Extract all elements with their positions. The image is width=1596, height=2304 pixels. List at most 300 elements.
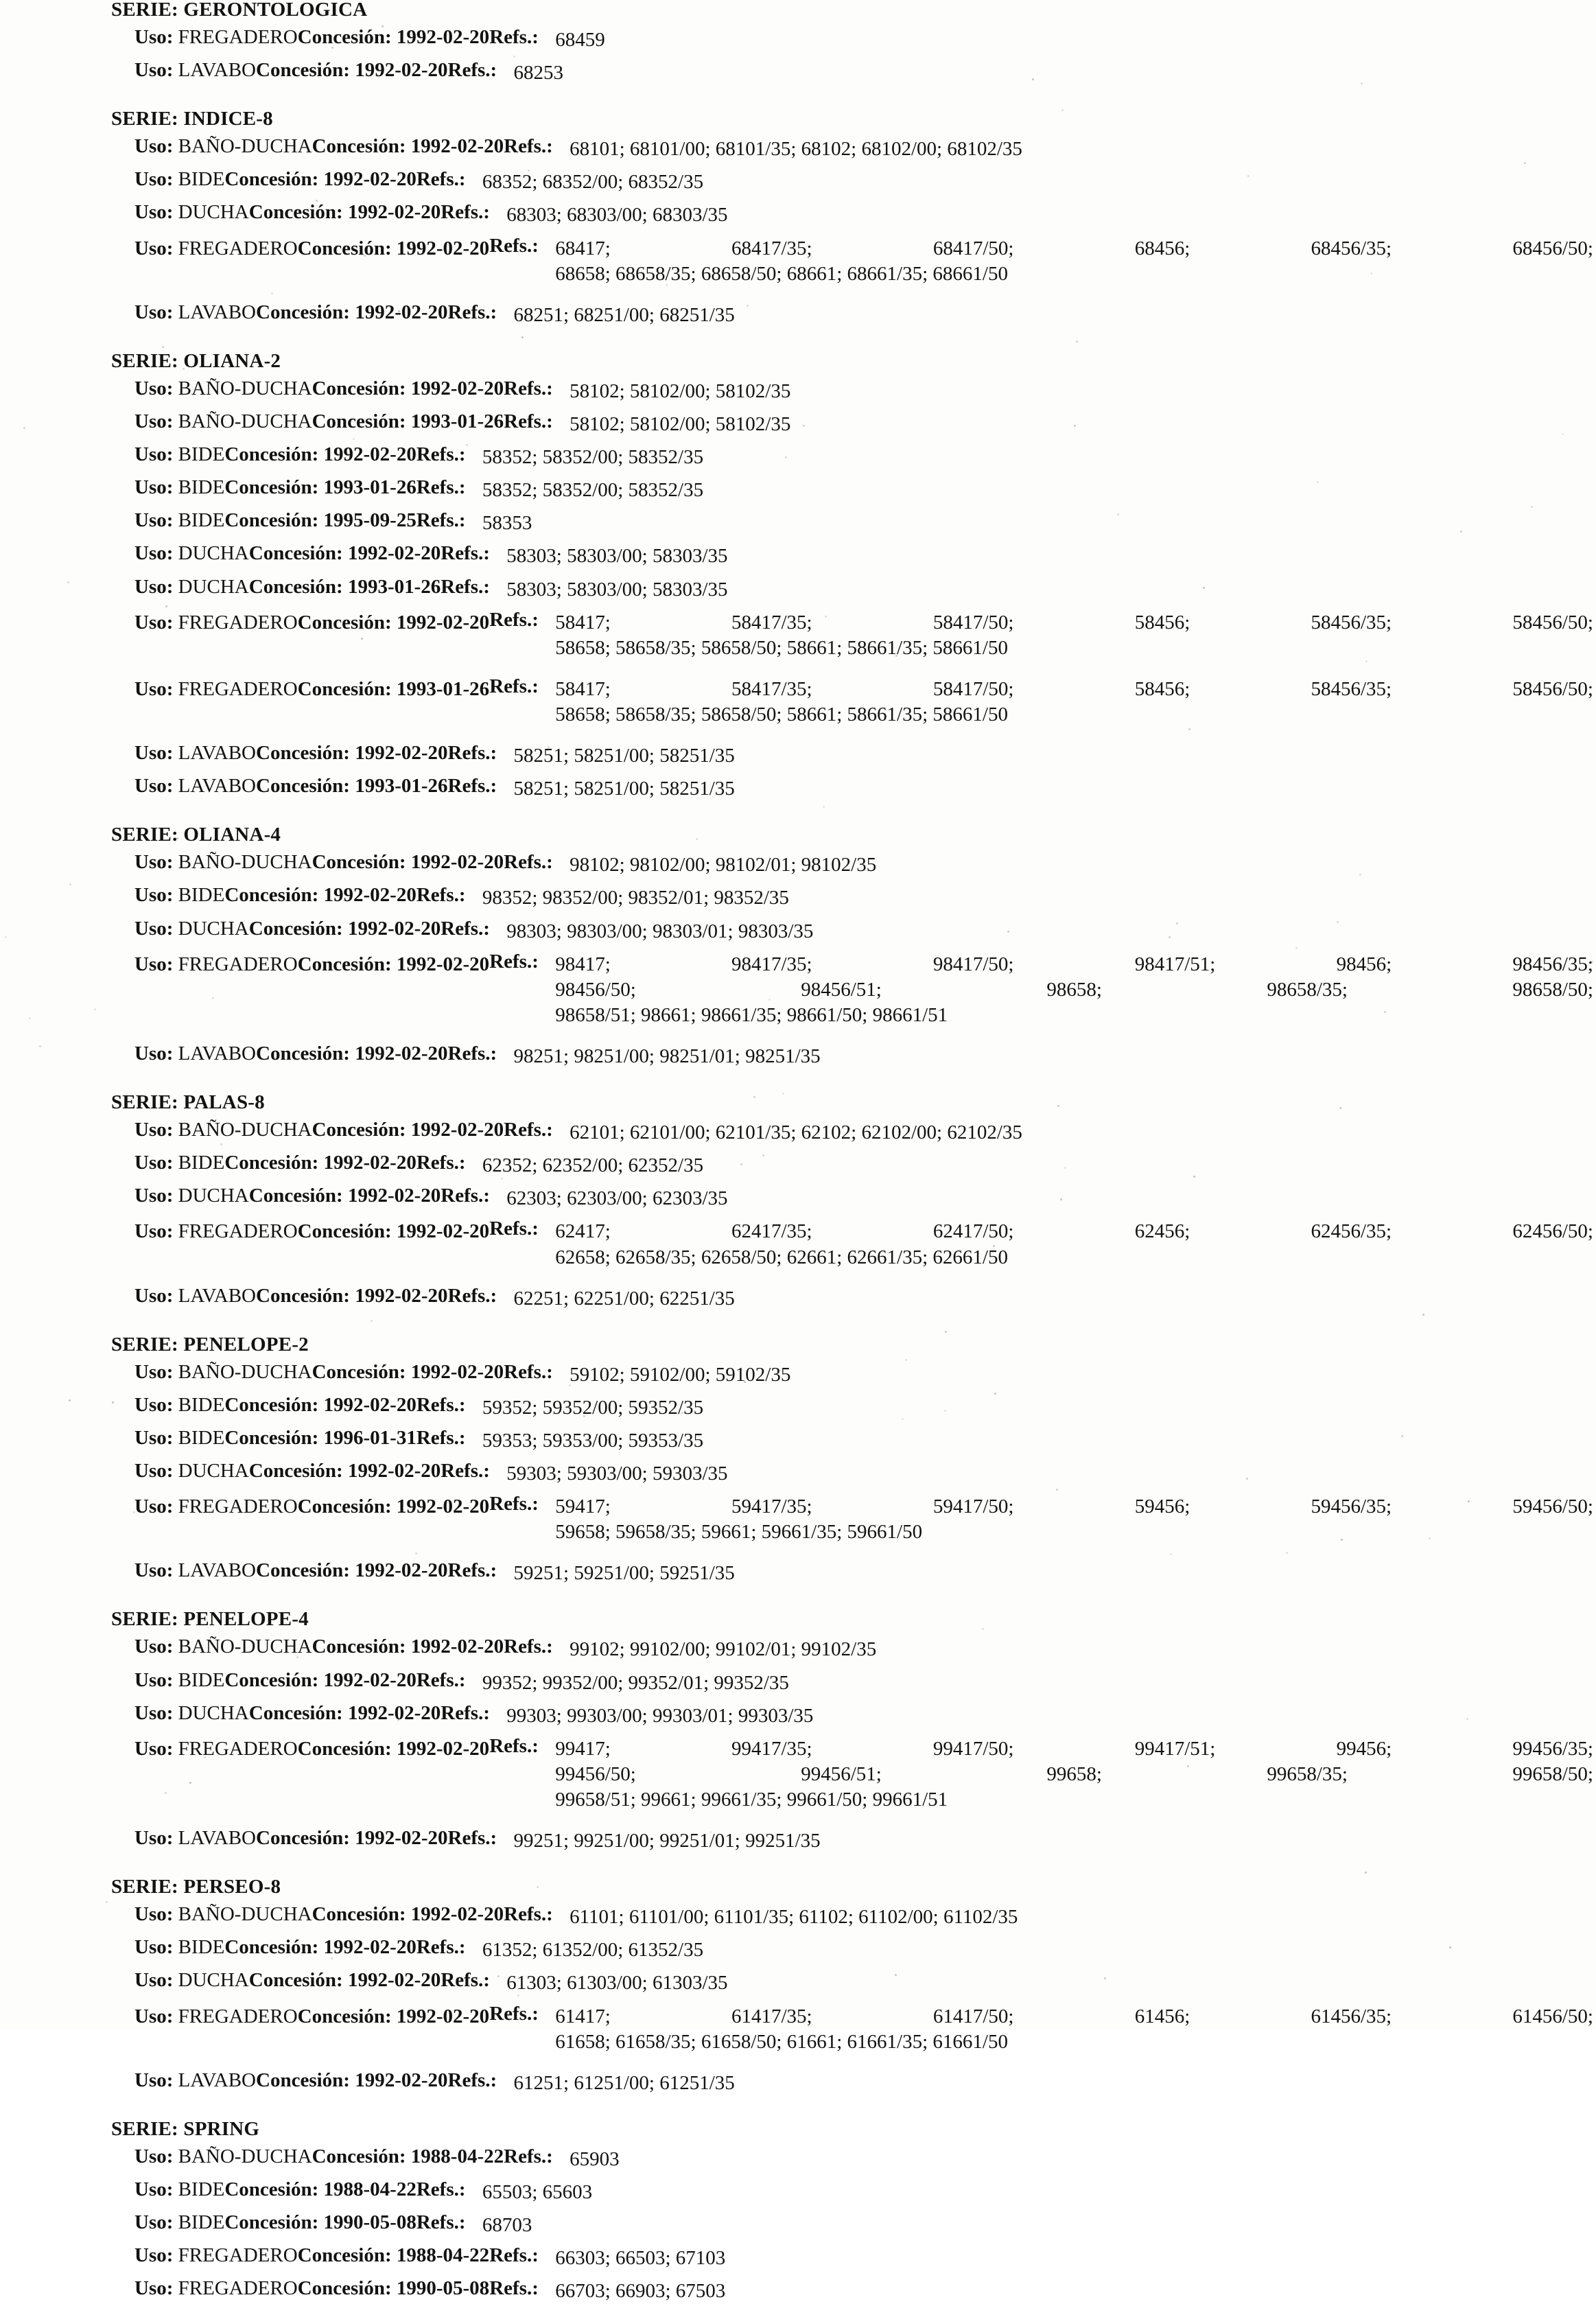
uso-value: FREGADERO xyxy=(178,237,298,259)
uso-value: DUCHA xyxy=(178,1701,249,1724)
concesion-cell xyxy=(298,1219,490,1244)
refs-cell xyxy=(416,170,1596,195)
concesion-date: 1992-02-20 xyxy=(396,2005,490,2027)
uso-label: Uso: xyxy=(134,542,174,565)
refs-list xyxy=(506,1703,1593,1729)
refs-line: 58303; 58303/00; 58303/35 xyxy=(506,545,728,568)
uso-label: Uso: xyxy=(134,1903,174,1926)
series-title xyxy=(0,1609,1596,1629)
uso-label: Uso: xyxy=(134,1284,174,1307)
uso-value: BIDE xyxy=(178,476,225,499)
concesion-date: 1992-02-20 xyxy=(323,168,416,191)
uso-cell xyxy=(0,610,298,636)
concesion-cell xyxy=(256,1828,448,1848)
concesion-date: 1990-05-08 xyxy=(323,2211,416,2234)
uso-cell xyxy=(0,1703,249,1723)
refs-label: Refs.: xyxy=(447,1827,497,1850)
concesion-label: Concesión: xyxy=(312,1903,406,1926)
concesion-date: 1992-02-20 xyxy=(410,1636,504,1658)
refs-line: 68253 xyxy=(513,62,564,84)
concesion-cell xyxy=(312,1637,504,1657)
uso-value: BIDE xyxy=(178,1936,225,1959)
uso-label: Uso: xyxy=(134,168,174,191)
uso-label: Uso: xyxy=(134,1119,174,1141)
uso-value: LAVABO xyxy=(178,1827,256,1850)
uso-label: Uso: xyxy=(134,1152,174,1174)
uso-value: DUCHA xyxy=(178,1460,249,1482)
uso-label: Uso: xyxy=(134,1042,174,1064)
uso-cell xyxy=(0,60,256,80)
series-row xyxy=(0,170,1596,195)
series-name: GERONTOLOGICA xyxy=(183,0,368,21)
series-title xyxy=(0,825,1596,845)
refs-line: 59658; 59658/35; 59661; 59661/35; 59661/50 xyxy=(555,1521,923,1544)
uso-label: Uso: xyxy=(134,59,174,82)
refs-line: 61303; 61303/00; 61303/35 xyxy=(506,1972,728,1994)
concesion-cell xyxy=(224,170,416,189)
concesion-label: Concesión: xyxy=(312,2145,406,2167)
uso-label: Uso: xyxy=(134,677,174,700)
concesion-label: Concesión: xyxy=(256,59,350,82)
series-block xyxy=(0,1335,1596,1587)
uso-cell xyxy=(0,2246,298,2266)
concesion-cell xyxy=(224,1395,416,1415)
concesion-cell xyxy=(298,27,490,47)
series-row xyxy=(0,1668,1596,1696)
concesion-date: 1990-05-08 xyxy=(396,2277,490,2300)
uso-cell xyxy=(0,1561,256,1581)
uso-cell xyxy=(0,677,298,702)
refs-cell xyxy=(504,1362,1596,1388)
concesion-cell xyxy=(224,2180,416,2200)
concesion-label: Concesión: xyxy=(224,884,319,907)
refs-line: 59303; 59303/00; 59303/35 xyxy=(506,1463,728,1485)
refs-line: 58417; 58417/35; 58417/50; 58456; 58456/35; 58456/50; xyxy=(555,677,1593,700)
refs-cell xyxy=(448,2071,1596,2096)
refs-cell xyxy=(448,1561,1596,1586)
refs-list xyxy=(555,1494,1593,1545)
uso-value: BIDE xyxy=(178,1393,225,1416)
uso-value: BAÑO-DUCHA xyxy=(178,1636,312,1658)
uso-cell xyxy=(0,303,256,323)
series-row xyxy=(0,1186,1596,1211)
uso-cell xyxy=(0,1186,249,1206)
uso-value: LAVABO xyxy=(178,775,256,798)
uso-value: BIDE xyxy=(178,1152,225,1174)
refs-list xyxy=(506,1461,1593,1487)
refs-list xyxy=(555,236,1593,287)
series-label: SERIE: xyxy=(111,1608,178,1631)
refs-cell xyxy=(448,776,1596,802)
refs-line: 62251; 62251/00; 62251/35 xyxy=(513,1287,735,1310)
concesion-date: 1992-02-20 xyxy=(410,135,504,158)
uso-cell xyxy=(0,1970,249,1990)
refs-list xyxy=(570,852,1593,878)
concesion-date: 1992-02-20 xyxy=(355,742,448,765)
concesion-date: 1992-02-20 xyxy=(323,443,416,466)
concesion-label: Concesión: xyxy=(224,509,319,532)
concesion-cell xyxy=(298,2279,490,2299)
refs-label: Refs.: xyxy=(441,1969,490,1992)
refs-list xyxy=(482,170,1593,195)
concesion-label: Concesión: xyxy=(297,953,392,975)
series-row xyxy=(0,202,1596,228)
concesion-date: 1992-02-20 xyxy=(323,1152,416,1174)
refs-cell xyxy=(416,511,1596,536)
uso-value: BIDE xyxy=(178,1426,225,1449)
refs-label: Refs.: xyxy=(447,1042,497,1064)
series-title xyxy=(0,351,1596,371)
concesion-label: Concesión: xyxy=(248,575,343,598)
uso-cell xyxy=(0,952,298,977)
series-block xyxy=(0,1877,1596,2096)
refs-label: Refs.: xyxy=(489,950,539,973)
refs-cell xyxy=(416,1668,1596,1696)
uso-label: Uso: xyxy=(134,1220,174,1243)
concesion-cell xyxy=(298,1736,490,1762)
uso-cell xyxy=(0,743,256,763)
refs-line: 61101; 61101/00; 61101/35; 61102; 61102/00; 61102/35 xyxy=(570,1906,1018,1929)
series-row xyxy=(0,2246,1596,2271)
refs-list xyxy=(570,379,1593,404)
uso-value: BIDE xyxy=(178,2178,225,2201)
concesion-date: 1992-02-20 xyxy=(410,1119,504,1141)
refs-list xyxy=(570,412,1593,437)
refs-label: Refs.: xyxy=(416,1936,466,1959)
uso-label: Uso: xyxy=(134,1460,174,1482)
uso-cell xyxy=(0,1736,298,1762)
refs-list xyxy=(482,1395,1593,1421)
refs-list xyxy=(514,303,1593,328)
refs-list xyxy=(506,544,1593,569)
refs-label: Refs.: xyxy=(447,301,497,323)
refs-label: Refs.: xyxy=(489,2002,539,2025)
refs-cell xyxy=(489,2004,1596,2055)
refs-label: Refs.: xyxy=(416,443,466,466)
refs-line: 62352; 62352/00; 62352/35 xyxy=(482,1154,704,1177)
refs-line: 98251; 98251/00; 98251/01; 98251/35 xyxy=(513,1045,821,1067)
refs-list xyxy=(506,202,1593,228)
refs-line: 68703 xyxy=(482,2214,532,2237)
uso-cell xyxy=(0,1428,224,1448)
refs-line: 62303; 62303/00; 62303/35 xyxy=(506,1187,728,1210)
refs-list xyxy=(506,1186,1593,1211)
concesion-date: 1992-02-20 xyxy=(323,1668,416,1691)
concesion-label: Concesión: xyxy=(297,237,392,259)
uso-label: Uso: xyxy=(134,301,174,323)
refs-cell xyxy=(489,610,1596,661)
series-row xyxy=(0,852,1596,878)
refs-label: Refs.: xyxy=(504,410,553,432)
concesion-label: Concesión: xyxy=(297,26,392,48)
concesion-cell xyxy=(312,852,504,872)
uso-label: Uso: xyxy=(134,851,174,874)
refs-label: Refs.: xyxy=(504,1360,553,1383)
series-label: SERIE: xyxy=(111,1333,178,1355)
refs-line: 98303; 98303/00; 98303/01; 98303/35 xyxy=(506,920,814,942)
refs-line: 58102; 58102/00; 58102/35 xyxy=(570,412,791,435)
uso-label: Uso: xyxy=(134,575,174,598)
concesion-label: Concesión: xyxy=(256,1284,350,1307)
series-row xyxy=(0,1395,1596,1421)
refs-line: 66703; 66903; 67503 xyxy=(555,2280,726,2303)
refs-cell xyxy=(504,1637,1596,1662)
concesion-label: Concesión: xyxy=(224,168,319,191)
concesion-cell xyxy=(312,1362,504,1382)
concesion-cell xyxy=(312,412,504,432)
refs-line: 58251; 58251/00; 58251/35 xyxy=(513,745,735,767)
refs-cell xyxy=(416,445,1596,470)
concesion-cell xyxy=(224,445,416,465)
uso-label: Uso: xyxy=(134,509,174,532)
uso-value: FREGADERO xyxy=(178,2277,298,2300)
series-row xyxy=(0,743,1596,769)
refs-label: Refs.: xyxy=(416,168,466,191)
uso-cell xyxy=(0,1219,298,1244)
refs-list xyxy=(555,1219,1593,1270)
uso-value: DUCHA xyxy=(178,575,249,598)
series-title xyxy=(0,109,1596,129)
uso-value: BAÑO-DUCHA xyxy=(178,1119,312,1141)
concesion-date: 1992-02-20 xyxy=(396,1220,490,1243)
refs-line: 99658/51; 99661; 99661/35; 99661/50; 99661/51 xyxy=(555,1789,948,1811)
concesion-date: 1992-02-20 xyxy=(347,917,441,940)
refs-cell xyxy=(504,1120,1596,1145)
refs-line: 98102; 98102/00; 98102/01; 98102/35 xyxy=(570,854,877,876)
refs-line: 98456/50; 98456/51; 98658; 98658/35; 98658/50; xyxy=(555,978,1593,1001)
refs-list xyxy=(482,885,1593,911)
refs-cell xyxy=(448,303,1596,328)
refs-line: 68101; 68101/00; 68101/35; 68102; 68102/00; 68102/35 xyxy=(570,138,1022,161)
series-row xyxy=(0,952,1596,1028)
concesion-label: Concesión: xyxy=(312,135,406,158)
concesion-date: 1993-01-26 xyxy=(410,410,504,432)
concesion-cell xyxy=(298,677,490,702)
series-row xyxy=(0,1561,1596,1586)
refs-label: Refs.: xyxy=(441,1701,490,1724)
refs-cell xyxy=(441,544,1596,569)
uso-value: BAÑO-DUCHA xyxy=(178,377,312,399)
uso-cell xyxy=(0,2180,224,2200)
uso-cell xyxy=(0,478,224,498)
refs-list xyxy=(482,511,1593,536)
series-title xyxy=(0,1335,1596,1355)
refs-cell xyxy=(489,677,1596,728)
series-row xyxy=(0,1637,1596,1662)
series-row xyxy=(0,885,1596,911)
refs-list xyxy=(570,1905,1593,1930)
series-row xyxy=(0,1494,1596,1545)
refs-list xyxy=(482,2213,1593,2238)
uso-label: Uso: xyxy=(134,2145,174,2167)
uso-value: BAÑO-DUCHA xyxy=(178,1360,312,1383)
concesion-label: Concesión: xyxy=(224,476,319,499)
uso-cell xyxy=(0,412,312,432)
refs-line: 62101; 62101/00; 62101/35; 62102; 62102/00; 62102/35 xyxy=(570,1121,1022,1144)
series-block xyxy=(0,0,1596,86)
concesion-cell xyxy=(224,478,416,498)
uso-cell xyxy=(0,445,224,465)
concesion-date: 1992-02-20 xyxy=(410,377,504,399)
refs-cell xyxy=(416,1428,1596,1454)
concesion-label: Concesión: xyxy=(297,611,392,633)
refs-cell xyxy=(504,412,1596,437)
uso-cell xyxy=(0,852,312,872)
refs-cell xyxy=(448,1286,1596,1312)
concesion-cell xyxy=(249,1703,441,1723)
concesion-date: 1992-02-20 xyxy=(347,1969,441,1992)
uso-value: LAVABO xyxy=(178,301,256,323)
concesion-date: 1992-02-20 xyxy=(323,884,416,907)
refs-line: 68417; 68417/35; 68417/50; 68456; 68456/35; 68456/50; xyxy=(555,237,1593,259)
concesion-date: 1992-02-20 xyxy=(355,59,448,82)
refs-line: 99352; 99352/00; 99352/01; 99352/35 xyxy=(482,1671,789,1694)
refs-list xyxy=(570,1120,1593,1145)
refs-line: 58417; 58417/35; 58417/50; 58456; 58456/35; 58456/50; xyxy=(555,611,1593,633)
concesion-cell xyxy=(256,2071,448,2091)
refs-line: 68352; 68352/00; 68352/35 xyxy=(482,171,704,194)
uso-cell xyxy=(0,1044,256,1064)
concesion-label: Concesión: xyxy=(224,1426,319,1449)
refs-label: Refs.: xyxy=(489,1218,539,1240)
concesion-date: 1992-02-20 xyxy=(396,26,490,48)
concesion-label: Concesión: xyxy=(312,1360,406,1383)
uso-cell xyxy=(0,1395,224,1415)
uso-value: BIDE xyxy=(178,1668,225,1691)
uso-cell xyxy=(0,1120,312,1140)
refs-line: 58352; 58352/00; 58352/35 xyxy=(482,446,704,469)
concesion-date: 1988-04-22 xyxy=(410,2145,504,2167)
concesion-date: 1992-02-20 xyxy=(410,1360,504,1383)
uso-label: Uso: xyxy=(134,611,174,633)
concesion-date: 1993-01-26 xyxy=(396,677,490,700)
concesion-cell xyxy=(256,743,448,763)
concesion-date: 1992-02-20 xyxy=(355,2069,448,2091)
series-name: PENELOPE-4 xyxy=(183,1608,309,1631)
concesion-date: 1992-02-20 xyxy=(396,611,490,633)
concesion-label: Concesión: xyxy=(248,1701,343,1724)
series-name: INDICE-8 xyxy=(183,108,273,130)
series-row xyxy=(0,379,1596,404)
concesion-cell xyxy=(312,1120,504,1140)
refs-line: 58352; 58352/00; 58352/35 xyxy=(482,479,704,502)
refs-cell xyxy=(448,60,1596,86)
concesion-label: Concesión: xyxy=(224,1668,319,1691)
refs-line: 65503; 65603 xyxy=(482,2181,593,2204)
concesion-label: Concesión: xyxy=(297,1496,392,1518)
series-block xyxy=(0,109,1596,328)
uso-value: LAVABO xyxy=(178,1042,256,1064)
refs-list xyxy=(514,60,1593,86)
refs-list xyxy=(482,1428,1593,1454)
refs-cell xyxy=(504,2147,1596,2172)
uso-label: Uso: xyxy=(134,410,174,432)
refs-label: Refs.: xyxy=(416,476,466,499)
refs-line: 62417; 62417/35; 62417/50; 62456; 62456/35; 62456/50; xyxy=(555,1220,1593,1243)
concesion-date: 1992-02-20 xyxy=(323,1936,416,1959)
refs-line: 58353 xyxy=(482,512,532,535)
uso-cell xyxy=(0,1494,298,1520)
uso-label: Uso: xyxy=(134,1559,174,1582)
refs-line: 98658/51; 98661; 98661/35; 98661/50; 98661/51 xyxy=(555,1003,948,1026)
refs-label: Refs.: xyxy=(489,675,539,697)
series-block xyxy=(0,1609,1596,1854)
refs-label: Refs.: xyxy=(489,234,539,257)
concesion-label: Concesión: xyxy=(256,742,350,765)
concesion-label: Concesión: xyxy=(297,1737,392,1760)
uso-value: LAVABO xyxy=(178,742,256,765)
refs-line: 68251; 68251/00; 68251/35 xyxy=(513,303,735,326)
uso-value: FREGADERO xyxy=(178,953,298,975)
concesion-cell xyxy=(249,1461,441,1481)
refs-list xyxy=(482,2180,1593,2205)
concesion-label: Concesión: xyxy=(248,201,343,224)
concesion-cell xyxy=(298,2246,490,2266)
series-row xyxy=(0,2279,1596,2304)
refs-cell xyxy=(489,236,1596,287)
uso-value: DUCHA xyxy=(178,1185,249,1207)
series-row xyxy=(0,303,1596,328)
uso-cell xyxy=(0,137,312,156)
uso-value: FREGADERO xyxy=(178,1496,298,1518)
uso-label: Uso: xyxy=(134,953,174,975)
refs-cell xyxy=(489,952,1596,1028)
series-label: SERIE: xyxy=(111,0,178,21)
series-row xyxy=(0,511,1596,536)
uso-cell xyxy=(0,577,249,597)
uso-cell xyxy=(0,544,249,563)
refs-line: 61417; 61417/35; 61417/50; 61456; 61456/35; 61456/50; xyxy=(555,2005,1593,2027)
series-row xyxy=(0,2147,1596,2172)
refs-line: 58303; 58303/00; 58303/35 xyxy=(506,578,728,601)
concesion-cell xyxy=(298,610,490,636)
concesion-cell xyxy=(224,1428,416,1448)
refs-cell xyxy=(504,137,1596,162)
concesion-label: Concesión: xyxy=(224,1936,319,1959)
uso-label: Uso: xyxy=(134,884,174,907)
refs-list xyxy=(506,577,1593,603)
refs-cell xyxy=(416,2213,1596,2238)
concesion-cell xyxy=(249,577,441,597)
concesion-date: 1992-02-20 xyxy=(347,1460,441,1482)
series-row xyxy=(0,2004,1596,2055)
refs-line: 98417; 98417/35; 98417/50; 98417/51; 98456; 98456/35; xyxy=(555,953,1593,975)
uso-label: Uso: xyxy=(134,237,174,259)
refs-line: 99102; 99102/00; 99102/01; 99102/35 xyxy=(570,1638,877,1661)
uso-cell xyxy=(0,2147,312,2167)
refs-list xyxy=(555,27,1593,53)
refs-cell xyxy=(489,1736,1596,1813)
refs-label: Refs.: xyxy=(504,377,553,399)
concesion-date: 1992-02-20 xyxy=(355,301,448,323)
refs-list xyxy=(514,1044,1593,1069)
refs-label: Refs.: xyxy=(504,135,553,158)
refs-list xyxy=(555,2279,1593,2304)
uso-cell xyxy=(0,1905,312,1924)
refs-label: Refs.: xyxy=(441,575,490,598)
refs-list xyxy=(514,1561,1593,1586)
series-block xyxy=(0,2119,1596,2304)
concesion-cell xyxy=(249,919,441,939)
series-row xyxy=(0,1428,1596,1454)
series-row xyxy=(0,1461,1596,1487)
series-name: PALAS-8 xyxy=(183,1091,265,1114)
concesion-label: Concesión: xyxy=(312,851,406,874)
uso-cell xyxy=(0,2213,224,2233)
uso-value: FREGADERO xyxy=(178,2244,298,2267)
refs-cell xyxy=(416,1395,1596,1421)
uso-value: FREGADERO xyxy=(178,26,298,48)
